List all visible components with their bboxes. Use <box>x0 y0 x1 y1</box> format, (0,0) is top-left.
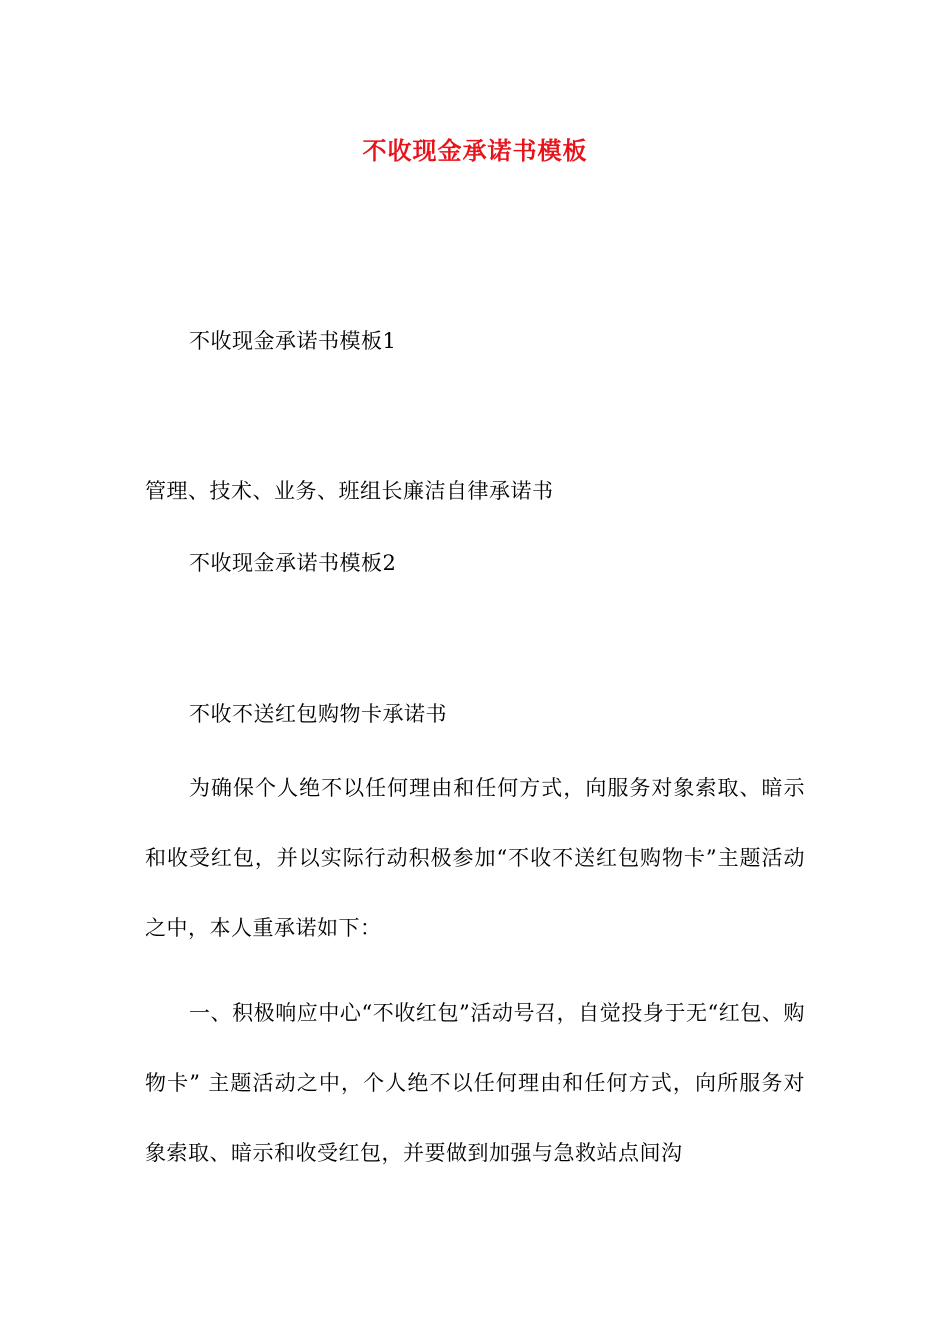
paragraph-intro: 为确保个人绝不以任何理由和任何方式，向服务对象索取、暗示和收受红包，并以实际行动积极参加“不收不送红包购物卡”主题活动之中，本人重承诺如下： <box>145 776 805 940</box>
section-subheading-1: 管理、技术、业务、班组长廉洁自律承诺书 <box>145 479 554 503</box>
section-subheading-2: 不收不送红包购物卡承诺书 <box>189 702 447 726</box>
section-heading-1: 不收现金承诺书模板1 <box>189 329 397 353</box>
paragraph-commitment-1: 一、积极响应中心“不收红包”活动号召，自觉投身于无“红包、购物卡” 主题活动之中，个人绝不以任何理由和任何方式，向所服务对象索取、暗示和收受红包，并要做到加强与急救站点间沟 <box>145 1001 805 1165</box>
document-title: 不收现金承诺书模板 <box>362 136 588 165</box>
section-heading-2: 不收现金承诺书模板2 <box>189 551 397 575</box>
